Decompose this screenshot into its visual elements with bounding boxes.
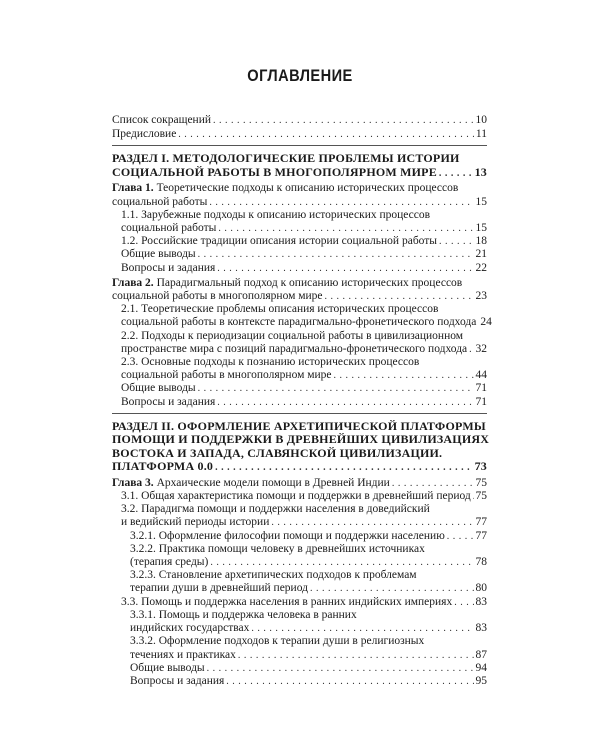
toc-entry-text: Предисловие	[112, 128, 177, 141]
toc-page-number: 21	[475, 248, 487, 261]
dot-leader	[218, 222, 473, 235]
toc-entry[interactable]	[112, 396, 487, 409]
toc-entry-first-line: 3.2.2. Практика помощи человеку в древнейших источниках	[130, 542, 425, 555]
toc-entry[interactable]	[112, 128, 487, 141]
toc-page-number: 71	[475, 395, 487, 408]
toc-entry-first-line: 2.2. Подходы к периодизации социальной работы в цивилизационном	[121, 329, 464, 342]
dot-leader	[198, 248, 474, 261]
toc-entry[interactable]	[112, 330, 487, 356]
toc-page-number: 80	[475, 582, 487, 595]
toc-entry-text: индийских государствах	[130, 622, 250, 635]
toc-entry-first-line: 3.2.3. Становление архетипических подходов к проблемам	[130, 569, 417, 582]
toc-entry-text: и ведийский периоды истории	[121, 516, 270, 529]
toc-entry-text: терапии души в древнейший период	[130, 582, 308, 595]
toc-entry-text: (терапия среды)	[130, 556, 209, 569]
toc-entry[interactable]	[112, 503, 487, 529]
toc-entry[interactable]	[112, 662, 487, 675]
toc-entry[interactable]	[112, 490, 487, 503]
section-heading-line: РАЗДЕЛ I. МЕТОДОЛОГИЧЕСКИЕ ПРОБЛЕМЫ ИСТОРИИ	[112, 151, 460, 166]
chapter-label: Глава 1.	[112, 182, 157, 195]
dot-leader	[207, 662, 474, 675]
toc-page-number: 73	[474, 459, 487, 474]
dot-leader	[271, 516, 473, 529]
toc-entry-line	[121, 222, 487, 235]
toc-page-number: 18	[475, 235, 487, 248]
toc-entry-line	[121, 248, 487, 261]
toc-entry[interactable]	[112, 635, 487, 661]
toc-entry-text: Общие выводы	[121, 382, 196, 395]
toc-entry-text: социальной работы в контексте парадигмально-фронетического подхода	[121, 316, 477, 329]
toc-entry[interactable]	[112, 382, 487, 395]
section-heading-line: РАЗДЕЛ II. ОФОРМЛЕНИЕ АРХЕТИПИЧЕСКОЙ ПЛАТФОРМЫ	[112, 418, 486, 433]
table-of-contents	[112, 113, 492, 688]
section-heading-line: ПОМОЩИ И ПОДДЕРЖКИ В ДРЕВНЕЙШИХ ЦИВИЛИЗАЦИЯХ	[112, 432, 490, 447]
toc-entry-line	[130, 622, 487, 635]
toc-entry[interactable]	[112, 262, 487, 275]
dot-leader	[178, 128, 474, 141]
dot-leader	[325, 290, 474, 303]
dot-leader	[210, 556, 473, 569]
toc-entry-line	[112, 477, 487, 490]
toc-page-number: 10	[475, 114, 487, 126]
page-title: ОГЛАВЛЕНИЕ	[247, 66, 353, 85]
toc-entry-text: течениях и практиках	[130, 648, 236, 661]
chapter-first-line: Глава 1. Теоретические подходы к описанию исторических процессов	[112, 182, 459, 195]
toc-entry[interactable]	[112, 248, 487, 261]
toc-entry-line	[112, 114, 487, 127]
toc-page-number: 77	[475, 529, 487, 542]
toc-entry[interactable]	[112, 543, 487, 569]
toc-entry-first-line: 3.3.1. Помощь и поддержка человека в ранних	[130, 608, 357, 621]
toc-entry-text: социальной работы в многополярном мире	[112, 290, 323, 303]
toc-page-number: 23	[475, 290, 487, 303]
toc-entry-text: 3.3. Помощь и поддержка населения в ранних индийских империях	[121, 595, 453, 608]
toc-entry-line	[130, 556, 487, 569]
toc-chapter[interactable]	[112, 277, 487, 303]
toc-entry-text: социальной работы в многополярном мире	[121, 369, 332, 382]
dot-leader	[215, 460, 472, 475]
toc-entry-text: Общие выводы	[121, 248, 196, 261]
dot-leader	[209, 196, 473, 209]
dot-leader	[310, 582, 474, 595]
toc-entry-text: 3.1. Общая характеристика помощи и поддержки в древнейший период	[121, 490, 471, 503]
dot-leader	[469, 343, 473, 356]
toc-page-number: 71	[475, 382, 487, 395]
toc-entry-line	[121, 396, 487, 409]
toc-page-number: 75	[475, 476, 487, 489]
toc-section-heading[interactable]	[112, 418, 490, 475]
dot-leader	[251, 622, 473, 635]
chapter-first-line: Глава 2. Парадигмальный подход к описанию исторических процессов	[112, 276, 463, 289]
dot-leader	[217, 262, 473, 275]
toc-entry-text: Вопросы и задания	[130, 674, 225, 687]
toc-page-number: 15	[475, 195, 487, 208]
toc-entry-line	[130, 675, 487, 688]
toc-entry-first-line: 3.3.2. Оформление подходов к терапии души в религиозных	[130, 635, 425, 648]
dot-leader	[238, 649, 474, 662]
toc-entry-first-line: 3.2. Парадигма помощи и поддержки населения в доведийский	[121, 503, 430, 516]
section-divider	[112, 145, 487, 146]
toc-entry-line	[112, 290, 487, 303]
toc-page-number: 83	[475, 595, 487, 608]
toc-entry-line	[121, 316, 492, 329]
toc-entry[interactable]	[112, 530, 487, 543]
toc-page-number: 83	[475, 622, 487, 635]
toc-page-number: 24	[480, 316, 492, 329]
toc-entry-text: Список сокращений	[112, 114, 212, 126]
toc-page-number: 11	[475, 128, 487, 141]
toc-entry[interactable]	[112, 235, 487, 248]
toc-entry[interactable]	[112, 609, 487, 635]
toc-entry-line	[112, 128, 487, 141]
toc-entry-line	[121, 516, 487, 529]
toc-section-heading[interactable]	[112, 152, 487, 180]
toc-page-number: 32	[475, 342, 487, 355]
toc-entry-text: социальной работы	[121, 222, 217, 235]
toc-entry-line	[121, 490, 487, 503]
toc-entry[interactable]	[112, 209, 487, 235]
toc-entry-text: пространстве мира с позиций парадигмально-фронетического подхода	[121, 342, 468, 355]
dot-leader	[447, 530, 474, 543]
toc-entry-text: социальной работы	[112, 195, 208, 208]
toc-page-number: 94	[475, 661, 487, 674]
section-heading-line: ВОСТОКА И ЗАПАДА, СЛАВЯНСКОЙ ЦИВИЛИЗАЦИИ.	[112, 445, 443, 460]
dot-leader	[226, 675, 473, 688]
toc-page-number: 78	[475, 556, 487, 569]
toc-entry-first-line: 2.3. Основные подходы к познанию исторических процессов	[121, 356, 420, 369]
chapter-label: Глава 3.	[112, 476, 157, 489]
toc-page-number: 95	[475, 674, 487, 687]
toc-entry-first-line: 1.1. Зарубежные подходы к описанию исторических процессов	[121, 208, 431, 221]
toc-page-number: 13	[474, 164, 487, 179]
toc-entry[interactable]	[112, 303, 492, 329]
toc-entry[interactable]	[112, 114, 487, 127]
toc-entry[interactable]	[112, 675, 487, 688]
toc-entry-text: Вопросы и задания	[121, 395, 216, 408]
toc-entry-text: СОЦИАЛЬНОЙ РАБОТЫ В МНОГОПОЛЯРНОМ МИРЕ	[112, 164, 437, 179]
dot-leader	[334, 369, 474, 382]
toc-entry-text: 1.2. Российские традиции описания истории социальной работы	[121, 235, 438, 248]
toc-page-number: 44	[475, 369, 487, 382]
toc-entry-line	[130, 662, 487, 675]
toc-chapter[interactable]	[112, 477, 487, 490]
toc-entry-first-line: 2.1. Теоретические проблемы описания исторических процессов	[121, 303, 439, 316]
toc-entry-text: Вопросы и задания	[121, 261, 216, 274]
section-divider	[112, 413, 487, 414]
toc-entry-line	[130, 530, 487, 543]
toc-chapter[interactable]	[112, 182, 487, 208]
toc-entry-line	[130, 582, 487, 595]
toc-entry-text: Глава 3. Архаические модели помощи в Древней Индии	[112, 476, 390, 489]
toc-entry-line	[112, 166, 487, 181]
toc-page-number: 75	[475, 490, 487, 503]
toc-entry-line	[112, 460, 487, 475]
toc-entry[interactable]	[112, 356, 487, 382]
toc-entry-line	[121, 235, 487, 248]
toc-entry-line	[130, 649, 487, 662]
toc-entry-line	[121, 369, 487, 382]
dot-leader	[473, 490, 474, 503]
toc-entry-line	[112, 196, 487, 209]
toc-page-number: 87	[475, 648, 487, 661]
chapter-label: Глава 2.	[112, 276, 157, 289]
toc-entry-text: ПЛАТФОРМА 0.0	[112, 459, 214, 474]
toc-entry[interactable]	[112, 569, 487, 595]
toc-entry-line	[121, 343, 487, 356]
toc-entry-line	[121, 596, 487, 609]
dot-leader	[439, 235, 473, 248]
toc-page-number: 15	[475, 222, 487, 235]
dot-leader	[439, 166, 473, 181]
toc-entry-text: Общие выводы	[130, 661, 205, 674]
toc-page-number: 77	[475, 516, 487, 529]
toc-entry-line	[121, 262, 487, 275]
toc-page-number: 22	[475, 261, 487, 274]
dot-leader	[213, 114, 473, 127]
toc-entry-text: 3.2.1. Оформление философии помощи и поддержки населению	[130, 529, 445, 542]
toc-entry-line	[121, 382, 487, 395]
dot-leader	[198, 382, 474, 395]
dot-leader	[392, 477, 474, 490]
toc-entry[interactable]	[112, 596, 487, 609]
dot-leader	[454, 596, 473, 609]
dot-leader	[217, 396, 473, 409]
